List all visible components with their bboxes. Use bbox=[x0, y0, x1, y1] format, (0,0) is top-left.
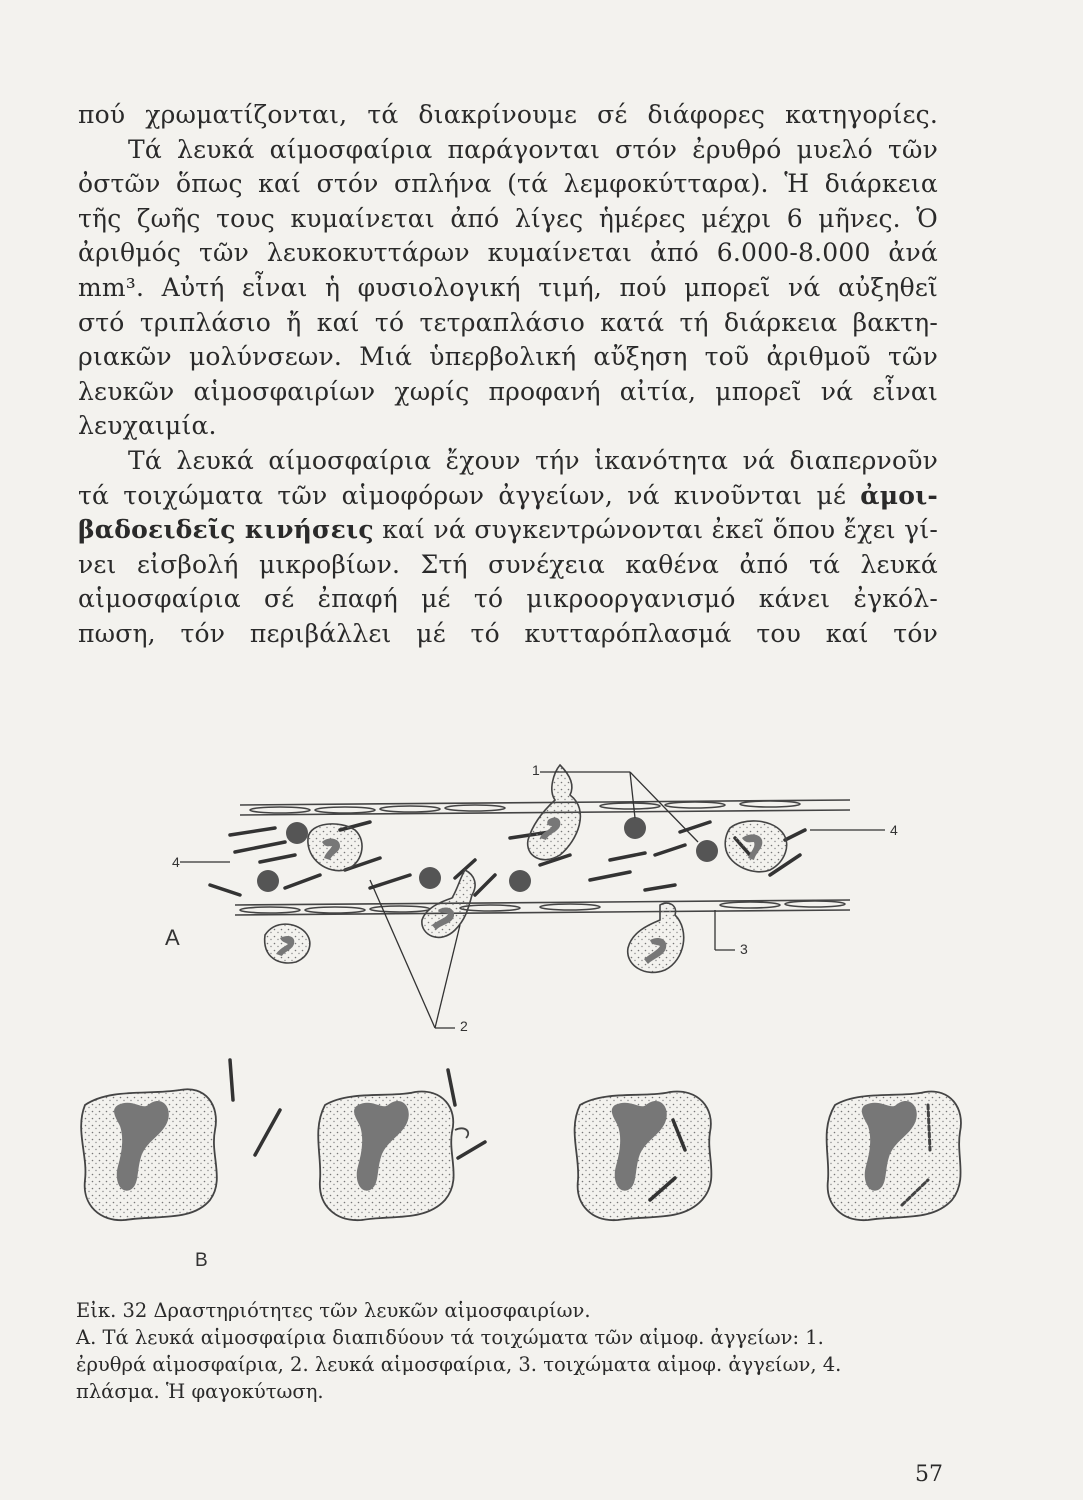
phagocytosis-sequence bbox=[81, 1060, 961, 1220]
page-number: 57 bbox=[915, 1462, 943, 1487]
caption-line: ἐρυθρά αἱμοσφαίρια, 2. λευκά αἱμοσφαίρια, 3. τοιχώματα αἱμοφ. ἀγγείων, 4. bbox=[76, 1353, 842, 1376]
text-line: Τά λευκά αίμοσφαίρια παράγονται στόν ἐρυθρό μυελό τῶν bbox=[128, 134, 938, 164]
text-line: ριακῶν μολύνσεων. Μιά ὑπερβολική αὔξηση τοῦ ἀριθμοῦ τῶν bbox=[78, 342, 938, 372]
text-line: λευχαιμία. bbox=[78, 411, 217, 441]
leukocyte-illustration bbox=[70, 760, 970, 1300]
text-line bbox=[78, 479, 938, 514]
panel-label-b: B bbox=[195, 1250, 208, 1271]
bold-term: βαδοειδεῖς κινήσεις bbox=[78, 515, 374, 545]
panel-label-a: A bbox=[165, 925, 180, 950]
bold-term: ἀμοι- bbox=[860, 480, 938, 510]
body-text bbox=[78, 98, 938, 652]
text-line: τῆς ζωῆς τους κυμαίνεται ἀπό λίγες ἡμέρες μέχρι 6 μῆνες. Ὁ bbox=[78, 203, 938, 233]
callout-3: 3 bbox=[740, 941, 748, 957]
text-line: πωση, τόν περιβάλλει μέ τό κυτταρόπλασμά του καί τόν bbox=[78, 618, 938, 648]
phagocyte-3 bbox=[575, 1091, 712, 1220]
phagocyte-4 bbox=[827, 1091, 961, 1220]
text-line: πού χρωματίζονται, τά διακρίνουμε σέ διάφορες κατηγορίες. bbox=[78, 100, 938, 129]
callout-1: 1 bbox=[532, 762, 540, 778]
text-line: Τά λευκά αίμοσφαίρια ἔχουν τήν ἱκανότητα νά διαπερνοῦν bbox=[128, 445, 938, 475]
text-line: ἀριθμός τῶν λευκοκυττάρων κυμαίνεται ἀπό 6.000-8.000 ἀνά bbox=[78, 238, 938, 268]
text-segment: τά τοιχώματα τῶν αἱμοφόρων ἀγγείων, νά κινοῦνται μέ bbox=[78, 480, 847, 510]
text-line: λευκῶν αἱμοσφαιρίων χωρίς προφανή αἰτία, μπορεῖ νά εἶναι bbox=[78, 376, 938, 406]
figure-32 bbox=[70, 760, 970, 1300]
vessel-wall-bottom bbox=[235, 900, 850, 915]
bacteria-phase-2 bbox=[448, 1070, 485, 1158]
figure-caption bbox=[76, 1297, 956, 1405]
text-line: mm³. Αὐτή εἶναι ἡ φυσιολογική τιμή, πού μπορεῖ νά αὐξηθεῖ bbox=[78, 272, 938, 302]
caption-title: Εἰκ. 32 Δραστηριότητες τῶν λευκῶν αἱμοσφαιρίων. bbox=[76, 1299, 591, 1322]
text-line: στό τριπλάσιο ἤ καί τό τετραπλάσιο κατά τή διάρκεια βακτη- bbox=[78, 307, 938, 337]
callout-4-left: 4 bbox=[172, 854, 180, 870]
callout-2: 2 bbox=[460, 1018, 468, 1034]
bacteria-phase-1 bbox=[230, 1060, 280, 1155]
caption-line: πλάσμα. Ἡ φαγοκύτωση. bbox=[76, 1380, 324, 1403]
text-line: ὀστῶν ὅπως καί στόν σπλήνα (τά λεμφοκύτταρα). Ἡ διάρκεια bbox=[78, 169, 938, 199]
text-line: νει εἰσβολή μικροβίων. Στή συνέχεια καθένα ἀπό τά λευκά bbox=[78, 549, 938, 579]
text-segment: καί νά συγκεντρώνονται ἐκεῖ ὅπου ἔχει γί- bbox=[382, 515, 938, 545]
caption-line: Α. Τά λευκά αἱμοσφαίρια διαπιδύουν τά τοιχώματα τῶν αἱμοφ. ἀγγείων: 1. bbox=[76, 1326, 824, 1349]
phagocyte-1 bbox=[81, 1089, 217, 1220]
callout-4-right: 4 bbox=[890, 822, 898, 838]
phagocyte-2 bbox=[318, 1091, 468, 1220]
text-line: αἱμοσφαίρια σέ ἐπαφή μέ τό μικροοργανισμό κάνει ἐγκόλ- bbox=[78, 584, 938, 614]
text-line bbox=[78, 513, 938, 548]
white-blood-cells bbox=[265, 765, 787, 972]
